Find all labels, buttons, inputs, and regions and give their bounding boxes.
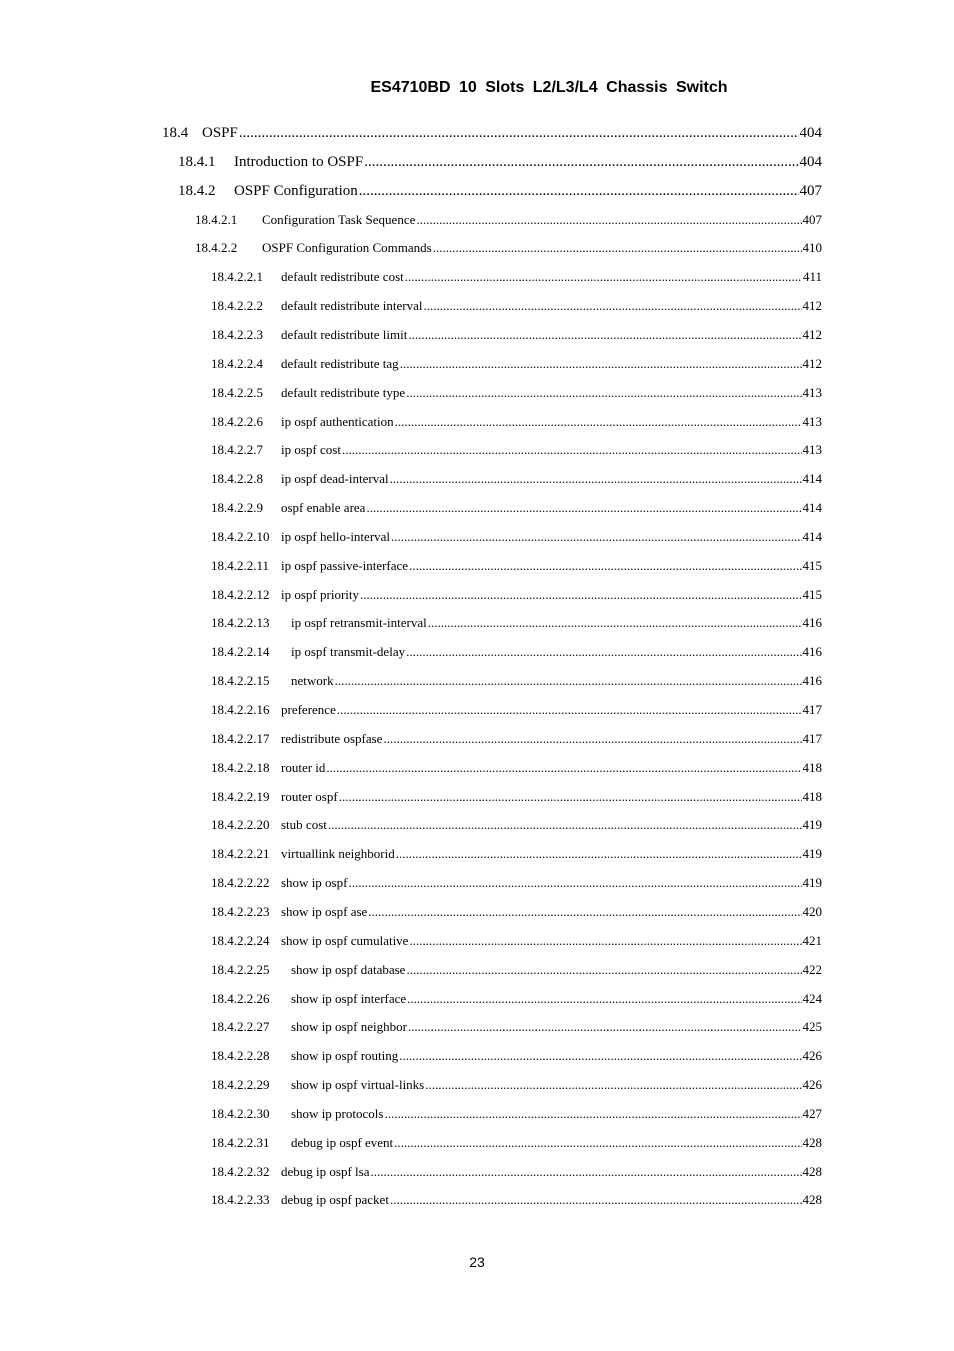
- toc-dot-leader: [405, 269, 802, 285]
- toc-entry-page: 412: [802, 355, 822, 371]
- toc-dot-leader: [408, 327, 801, 343]
- toc-entry-number: 18.4.2.2.11: [211, 557, 270, 573]
- toc-entry[interactable]: [211, 471, 822, 487]
- toc-entry-number: 18.4.2.2.28: [211, 1048, 270, 1064]
- toc-entry-number: 18.4.2.2.25: [211, 961, 270, 977]
- toc-entry[interactable]: [211, 789, 822, 805]
- toc-entry-page: 417: [802, 702, 822, 717]
- toc-entry-title: default redistribute cost: [281, 269, 404, 285]
- toc-entry-number: 18.4.2.2.8: [211, 471, 263, 487]
- toc-entry-title: preference: [281, 702, 336, 717]
- toc-entry-title: ip ospf retransmit-interval: [291, 615, 427, 631]
- toc-entry-page: 424: [802, 990, 822, 1006]
- toc-entry-number: 18.4.2.2: [195, 240, 238, 256]
- toc-dot-leader: [335, 673, 802, 689]
- toc-entry-page: 419: [802, 846, 822, 862]
- toc-dot-leader: [406, 644, 801, 660]
- toc-dot-leader: [409, 558, 801, 574]
- toc-entry[interactable]: [211, 875, 822, 891]
- toc-dot-leader: [408, 1019, 802, 1035]
- toc-entry[interactable]: [211, 414, 822, 430]
- toc-entry-number: 18.4.2.2.10: [211, 528, 270, 544]
- toc-entry-title: redistribute ospfase: [281, 730, 383, 746]
- toc-entry-page: 418: [802, 759, 822, 775]
- toc-entry-title: Introduction to OSPF: [234, 153, 364, 170]
- toc-dot-leader: [383, 731, 801, 747]
- toc-entry-number: 18.4.2: [178, 182, 216, 199]
- toc-dot-leader: [409, 933, 801, 949]
- toc-dot-leader: [342, 442, 802, 458]
- toc-entry-page: 428: [802, 1192, 822, 1208]
- toc-entry[interactable]: [211, 356, 822, 372]
- toc-entry[interactable]: [211, 1135, 822, 1151]
- toc-entry-title: ip ospf hello-interval: [281, 528, 391, 544]
- toc-entry-page: 426: [802, 1077, 822, 1093]
- toc-entry-number: 18.4.1: [178, 153, 216, 170]
- toc-entry-number: 18.4.2.2.21: [211, 846, 270, 862]
- toc-entry[interactable]: [211, 731, 822, 747]
- toc-entry-page: 413: [802, 442, 822, 458]
- toc-entry[interactable]: [211, 991, 822, 1007]
- toc-entry[interactable]: [211, 327, 822, 343]
- toc-entry-page: 413: [802, 384, 822, 400]
- toc-entry-page: 416: [802, 615, 822, 631]
- toc-entry-number: 18.4.2.2.23: [211, 903, 270, 919]
- toc-dot-leader: [348, 875, 801, 891]
- toc-entry-number: 18.4.2.2.15: [211, 673, 270, 689]
- toc-entry-title: stub cost: [281, 817, 327, 833]
- toc-entry-page: 407: [799, 182, 822, 199]
- toc-entry[interactable]: [211, 962, 822, 978]
- toc-entry[interactable]: [211, 817, 822, 833]
- toc-dot-leader: [339, 789, 802, 805]
- toc-entry[interactable]: [211, 1106, 822, 1122]
- toc-entry-title: OSPF Configuration: [234, 182, 358, 199]
- toc-entry-title: show ip ospf: [281, 875, 348, 891]
- toc-entry-title: virtuallink neighborid: [281, 846, 395, 862]
- toc-entry-page: 407: [802, 211, 822, 227]
- toc-dot-leader: [399, 1048, 801, 1064]
- toc-entry[interactable]: [211, 442, 822, 458]
- toc-entry-number: 18.4.2.2.7: [211, 442, 263, 458]
- toc-entry[interactable]: [195, 240, 822, 256]
- toc-entry-number: 18.4.2.2.17: [211, 730, 270, 746]
- toc-entry-page: 414: [802, 528, 822, 544]
- toc-entry-number: 18.4.2.2.13: [211, 615, 270, 631]
- toc-entry-page: 412: [802, 326, 822, 342]
- toc-entry-number: 18.4.2.2.18: [211, 759, 270, 775]
- toc-entry-title: default redistribute interval: [281, 298, 423, 314]
- toc-entry-title: show ip ospf virtual-links: [291, 1077, 425, 1093]
- toc-entry-title: show ip ospf interface: [291, 990, 407, 1006]
- toc-entry-number: 18.4: [162, 125, 189, 141]
- toc-entry-number: 18.4.2.2.9: [211, 500, 263, 516]
- toc-entry[interactable]: [211, 760, 822, 776]
- toc-entry-title: debug ip ospf event: [291, 1134, 394, 1150]
- toc-entry-page: 418: [802, 788, 822, 804]
- toc-entry-page: 414: [802, 500, 822, 516]
- toc-entry[interactable]: [211, 298, 822, 314]
- toc-entry-page: 419: [802, 875, 822, 891]
- toc-entry-page: 425: [802, 1019, 822, 1035]
- toc-entry-page: 411: [802, 269, 822, 285]
- toc-entry-title: router ospf: [281, 788, 338, 804]
- toc-entry-title: show ip ospf database: [291, 961, 406, 977]
- toc-dot-leader: [406, 385, 801, 401]
- toc-entry-page: 404: [799, 153, 822, 170]
- toc-dot-leader: [366, 500, 801, 516]
- toc-entry-number: 18.4.2.2.24: [211, 932, 270, 948]
- toc-entry-number: 18.4.2.2.1: [211, 269, 263, 285]
- toc-entry[interactable]: [211, 846, 822, 862]
- toc-entry-title: ip ospf authentication: [281, 413, 394, 429]
- toc-dot-leader: [407, 991, 801, 1007]
- toc-entry-title: default redistribute type: [281, 384, 406, 400]
- toc-entry-page: 412: [802, 298, 822, 314]
- page-header-title: ES4710BD 10 Slots L2/L3/L4 Chassis Switch: [370, 79, 728, 96]
- toc-entry[interactable]: [178, 183, 822, 200]
- toc-dot-leader: [359, 183, 799, 200]
- toc-entry[interactable]: [211, 1192, 822, 1208]
- toc-entry-page: 410: [802, 240, 822, 256]
- toc-entry-title: show ip ospf neighbor: [291, 1019, 407, 1035]
- toc-entry[interactable]: [211, 269, 822, 285]
- toc-entry[interactable]: [211, 933, 822, 949]
- toc-entry-number: 18.4.2.2.6: [211, 413, 263, 429]
- toc-entry-page: 426: [802, 1048, 822, 1064]
- toc-dot-leader: [433, 240, 802, 256]
- toc-dot-leader: [395, 414, 802, 430]
- toc-entry-number: 18.4.2.2.3: [211, 326, 263, 342]
- toc-entry-page: 427: [802, 1105, 822, 1121]
- toc-entry-number: 18.4.2.2.27: [211, 1019, 270, 1035]
- toc-dot-leader: [370, 1164, 801, 1180]
- toc-dot-leader: [384, 1106, 801, 1122]
- toc-entry-page: 417: [802, 730, 822, 746]
- toc-entry-page: 422: [802, 961, 822, 977]
- toc-entry-page: 416: [802, 644, 822, 660]
- toc-dot-leader: [390, 1192, 802, 1208]
- toc-entry[interactable]: [195, 212, 822, 228]
- toc-entry-title: show ip protocols: [291, 1105, 384, 1121]
- toc-dot-leader: [328, 817, 802, 833]
- page-number: 23: [469, 1254, 485, 1270]
- toc-dot-leader: [425, 1077, 801, 1093]
- toc-entry-title: OSPF: [202, 125, 238, 141]
- toc-entry[interactable]: [211, 1019, 822, 1035]
- toc-entry-page: 414: [802, 471, 822, 487]
- toc-dot-leader: [360, 587, 802, 603]
- toc-dot-leader: [326, 760, 801, 776]
- toc-dot-leader: [390, 471, 802, 487]
- toc-entry-number: 18.4.2.2.26: [211, 990, 270, 1006]
- toc-entry-title: ospf enable area: [281, 500, 366, 516]
- toc-entry[interactable]: [211, 587, 822, 603]
- toc-entry-title: router id: [281, 759, 326, 775]
- toc-entry-number: 18.4.2.2.19: [211, 788, 270, 804]
- toc-entry[interactable]: [211, 529, 822, 545]
- toc-entry-title: Configuration Task Sequence: [262, 211, 416, 227]
- toc-entry-title: show ip ospf ase: [281, 903, 368, 919]
- toc-dot-leader: [406, 962, 801, 978]
- toc-entry-title: show ip ospf routing: [291, 1048, 399, 1064]
- toc-entry-number: 18.4.2.2.16: [211, 702, 270, 717]
- toc-entry-title: ip ospf dead-interval: [281, 471, 389, 487]
- toc-entry-title: ip ospf passive-interface: [281, 557, 409, 573]
- toc-entry-number: 18.4.2.2.29: [211, 1077, 270, 1093]
- toc-entry-page: 415: [802, 586, 822, 602]
- toc-entry-number: 18.4.2.2.12: [211, 586, 270, 602]
- toc-entry-number: 18.4.2.2.30: [211, 1105, 270, 1121]
- toc-entry-page: 420: [802, 903, 822, 919]
- toc-entry-page: 415: [802, 557, 822, 573]
- toc-dot-leader: [364, 154, 798, 171]
- toc-entry-page: 428: [802, 1163, 822, 1179]
- toc-entry[interactable]: [211, 615, 822, 631]
- toc-entry-title: OSPF Configuration Commands: [262, 240, 432, 256]
- toc-dot-leader: [424, 298, 802, 314]
- toc-entry-page: 416: [802, 673, 822, 689]
- toc-entry[interactable]: [162, 125, 822, 142]
- toc-entry-page: 421: [802, 932, 822, 948]
- toc-entry-title: default redistribute limit: [281, 326, 408, 342]
- toc-entry-title: network: [291, 673, 334, 689]
- toc-entry[interactable]: [211, 385, 822, 401]
- toc-dot-leader: [428, 615, 802, 631]
- toc-dot-leader: [400, 356, 802, 372]
- toc-dot-leader: [391, 529, 801, 545]
- toc-entry[interactable]: [211, 1164, 822, 1180]
- toc-entry[interactable]: [211, 1048, 822, 1064]
- toc-entry[interactable]: [211, 673, 822, 689]
- toc-dot-leader: [368, 904, 801, 920]
- toc-entry-number: 18.4.2.2.32: [211, 1163, 270, 1179]
- toc-entry[interactable]: [211, 500, 822, 516]
- toc-entry[interactable]: [211, 644, 822, 660]
- toc-entry[interactable]: [211, 904, 822, 920]
- toc-entry[interactable]: [178, 154, 822, 171]
- toc-entry-page: 428: [802, 1134, 822, 1150]
- toc-entry-number: 18.4.2.2.31: [211, 1134, 270, 1150]
- toc-entry-number: 18.4.2.2.33: [211, 1192, 270, 1208]
- toc-dot-leader: [416, 212, 801, 228]
- toc-entry[interactable]: [211, 702, 822, 718]
- toc-entry-title: ip ospf cost: [281, 442, 341, 458]
- toc-entry-title: show ip ospf cumulative: [281, 932, 409, 948]
- toc-entry-page: 404: [799, 125, 822, 141]
- toc-entry[interactable]: [211, 558, 822, 574]
- toc-entry-number: 18.4.2.2.2: [211, 298, 263, 314]
- toc-entry-number: 18.4.2.2.20: [211, 817, 270, 833]
- toc-dot-leader: [396, 846, 802, 862]
- toc-dot-leader: [394, 1135, 801, 1151]
- toc-dot-leader: [239, 125, 799, 142]
- toc-dot-leader: [337, 702, 802, 718]
- toc-entry-page: 419: [802, 817, 822, 833]
- toc-entry-title: debug ip ospf packet: [281, 1192, 389, 1208]
- toc-entry-number: 18.4.2.2.5: [211, 384, 263, 400]
- toc-entry-number: 18.4.2.2.22: [211, 875, 270, 891]
- toc-entry-title: ip ospf priority: [281, 586, 359, 602]
- toc-entry-number: 18.4.2.2.14: [211, 644, 270, 660]
- toc-entry-number: 18.4.2.2.4: [211, 355, 263, 371]
- toc-entry-title: default redistribute tag: [281, 355, 399, 371]
- toc-entry-page: 413: [802, 413, 822, 429]
- toc-entry[interactable]: [211, 1077, 822, 1093]
- toc-entry-title: debug ip ospf lsa: [281, 1163, 370, 1179]
- toc-entry-title: ip ospf transmit-delay: [291, 644, 406, 660]
- toc-entry-number: 18.4.2.1: [195, 211, 238, 227]
